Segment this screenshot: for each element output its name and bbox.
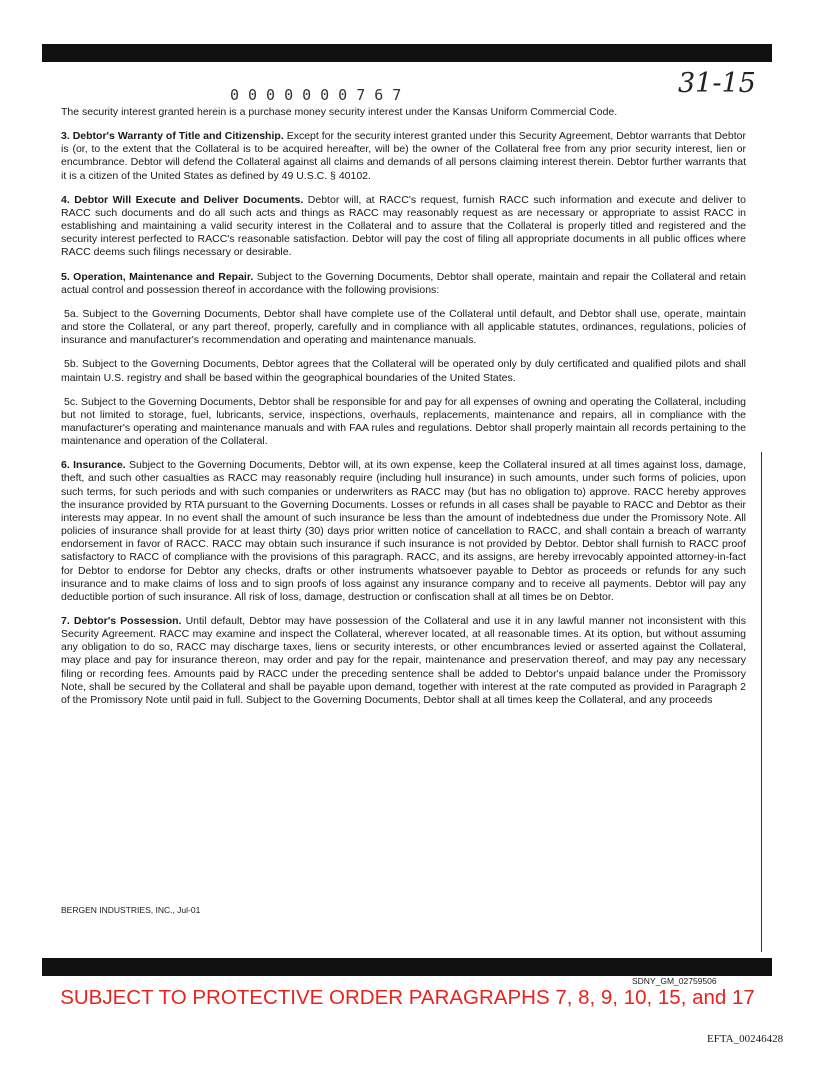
section-5c: 5c. Subject to the Governing Documents, Debtor shall be responsible for and pay for all expenses of owning and operating the Collateral, including but not limited to storage, fuel, lubricants, service, inspections, overhauls, replacements, maintenance and repairs, all in compliance with the manufacturer's operating and maintenance manuals and with FAA rules and regulations. Debtor shall properly maintain all records pertaining to the maintenance and operation of the Collateral. <box>61 395 746 448</box>
section-3-title: 3. Debtor's Warranty of Title and Citizenship. <box>61 130 284 143</box>
section-4 <box>61 194 746 260</box>
handwritten-annotation: 31-15 <box>678 68 756 99</box>
scan-bottom-bar <box>42 958 772 976</box>
section-4-text: Debtor will, at RACC's request, furnish RACC such information and execute and deliver to RACC such documents and do all such acts and things as RACC may reasonably request as are necessary or appropriate to assist RACC in establishing and maintaining a valid security interest in the Collateral and to assure that the Collateral is properly titled and registered and the security interest perfected to RACC's reasonable satisfaction. Debtor will pay the cost of filing all appropriate documents in all public offices where RACC deems such filings necessary or desirable. <box>61 193 747 259</box>
scan-top-bar <box>42 44 772 62</box>
document-body <box>61 106 746 718</box>
section-5-text: Subject to the Governing Documents, Debtor shall operate, maintain and repair the Collateral and retain actual control and possession thereof in accordance with the following provisions: <box>61 270 747 296</box>
section-5b: 5b. Subject to the Governing Documents, Debtor agrees that the Collateral will be operated only by duly certificated and qualified pilots and shall maintain U.S. registry and shall be based within the geographical boundaries of the United States. <box>61 358 746 384</box>
section-7 <box>61 615 746 707</box>
section-5a: 5a. Subject to the Governing Documents, Debtor shall have complete use of the Collateral until default, and Debtor shall use, operate, maintain and store the Collateral, or any part thereof, properly, carefully and in compliance with all applicable statutes, ordinances, regulations, policies of insurance and manufacturer's recommendation and operating and maintenance manuals. <box>61 307 746 347</box>
section-3-text: Except for the security interest granted under this Security Agreement, Debtor warrants that Debtor is (or, to the extent that the Collateral is to be acquired hereafter, will be) the owner of the Collateral free from any prior security interest, lien or encumbrance. Debtor will defend the Collateral against all claims and demands of all persons claiming interest therein. Debtor further warrants that it is a citizen of the United States as defined by 49 U.S.C. § 40102. <box>61 130 746 182</box>
document-number: 0000000767 <box>230 86 411 104</box>
section-6-title: 6. Insurance. <box>61 459 126 472</box>
section-4-title: 4. Debtor Will Execute and Deliver Documents. <box>61 193 304 206</box>
section-5-title: 5. Operation, Maintenance and Repair. <box>61 270 254 283</box>
protective-order-notice: SUBJECT TO PROTECTIVE ORDER PARAGRAPHS 7, 8, 9, 10, 15, and 17 <box>60 986 755 1009</box>
section-7-text: Until default, Debtor may have possession of the Collateral and use it in any lawful manner not inconsistent with this Security Agreement. RACC may examine and inspect the Collateral, wherever located, at all reasonable times. At its option, but without assuming any obligation to do so, RACC may discharge taxes, liens or security interests, or other encumbrances levied or asserted against the Collateral, may place and pay for insurance thereon, may order and pay for the repair, maintenance and preservation thereof, and may pay any necessary filing or recording fees. Amounts paid by RACC under the preceding sentence shall be added to Debtor's unpaid balance under the Promissory Note, shall be secured by the Collateral and shall be payable upon demand, together with interest at the rate computed as provided in Paragraph 2 of the Promissory Note until paid in full. Subject to the Governing Documents, Debtor shall at all times keep the Collateral, and any proceeds <box>61 615 746 706</box>
section-6-text: Subject to the Governing Documents, Debtor will, at its own expense, keep the Collateral insured at all times against loss, damage, theft, and such other casualties as RACC may reasonably require (including hull insurance) in such amounts, under such forms of policies, upon such terms, for such periods and with such companies or underwriters as RACC may (but has no obligation to) approve. RACC hereby approves the insurance provided by RTA pursuant to the Governing Documents. Losses or refunds in all cases shall be payable to RACC and Debtor as their interests may appear. In no event shall the amount of such insurance be less than the amount of indebtedness due under the Promissory Note. All policies of insurance shall provide for at least thirty (30) days prior written notice of cancellation to RACC, and shall contain a breach of warranty endorsement in favor of RACC. RACC may obtain such insurance if such insurance is not provided by Debtor. Debtor shall furnish to RACC proof satisfactory to RACC of compliance with the provisions of this paragraph. RACC, and its assigns, are hereby irrevocably appointed attorney-in-fact for Debtor to endorse for Debtor any checks, drafts or other instruments whatsoever payable to Debtor as proceeds or refunds for any such insurance and to make claims of loss and to sign proofs of loss against any insurance company and to receive all payments. Debtor will pay any deductible portion of such insurance. All risk of loss, damage, destruction or confiscation shall at all times be on Debtor. <box>61 459 746 603</box>
scan-edge-line <box>761 452 762 952</box>
efta-number: EFTA_00246428 <box>707 1033 784 1045</box>
section-7-title: 7. Debtor's Possession. <box>61 615 182 627</box>
section-5 <box>61 271 746 297</box>
section-6 <box>61 459 746 604</box>
intro-paragraph: The security interest granted herein is a purchase money security interest under the Kansas Uniform Commercial Code. <box>61 106 618 118</box>
bates-number: SDNY_GM_02759506 <box>632 976 717 986</box>
section-3 <box>61 130 746 183</box>
company-footer: BERGEN INDUSTRIES, INC., Jul-01 <box>61 905 201 915</box>
